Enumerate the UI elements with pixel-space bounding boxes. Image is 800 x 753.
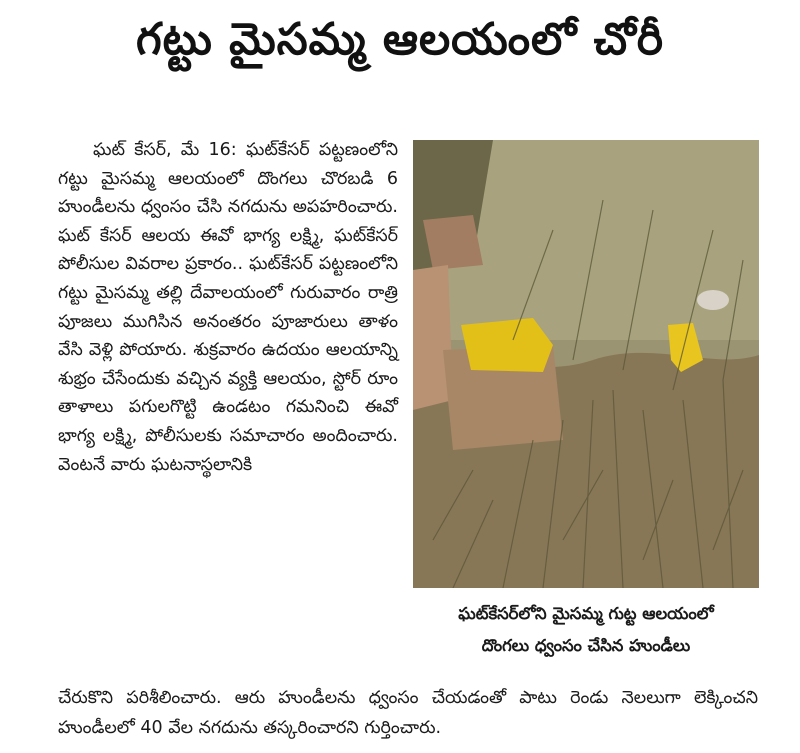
- article-body-column: [58, 136, 398, 479]
- article-headline: గట్టు మైసమ్మ ఆలయంలో చోరీ: [136, 14, 664, 65]
- caption-line-1: ఘట్‌కేసర్‌లోని మైసమ్మ గుట్ట ఆలయంలో: [458, 604, 714, 623]
- caption-line-2: దొంగలు ధ్వంసం చేసిన హుండీలు: [481, 636, 691, 655]
- photo-debris: [697, 290, 729, 310]
- news-photo: [413, 140, 759, 588]
- article-body-text: ఘట్ కేసర్, మే 16: ఘట్‌కేసర్ పట్టణంలోని గట్టు మైసమ్మ ఆలయంలో దొంగలు చొరబడి 6 హుండీలను ధ్వంసం చేసి నగదును అపహరించారు. ఘట్ కేసర్ ఆలయ ఈవో భాగ్య లక్ష్మి, ఘట్‌కేసర్ పోలీసుల వివరాల ప్రకారం.. ఘట్‌కేసర్ పట్టణంలోని గట్టు మైసమ్మ తల్లి దేవాలయంలో గురువారం రాత్రి పూజలు ముగిసిన అనంతరం పూజారులు తాళం వేసి వెళ్లి పోయారు. శుక్రవారం ఉదయం ఆలయాన్ని శుభ్రం చేసేందుకు వచ్చిన వ్యక్తి ఆలయం, స్టోర్ రూం తాళాలు పగులగొట్టి ఉండటం గమనించి ఈవో భాగ్య లక్ష్మి, పోలీసులకు సమాచారం అందించారు. వెంటనే వారు ఘటనాస్థలానికి: [58, 140, 398, 475]
- article-body-bottom: చేరుకొని పరిశీలించారు. ఆరు హుండీలను ధ్వంసం చేయడంతో పాటు రెండు నెలలుగా లెక్కించని హుండీలలో 40 వేల నగదును తస్కరించారని గుర్తించారు.: [58, 688, 758, 738]
- photo-rock-1: [423, 215, 483, 270]
- photo-illustration: [413, 140, 759, 588]
- photo-caption: [408, 598, 764, 662]
